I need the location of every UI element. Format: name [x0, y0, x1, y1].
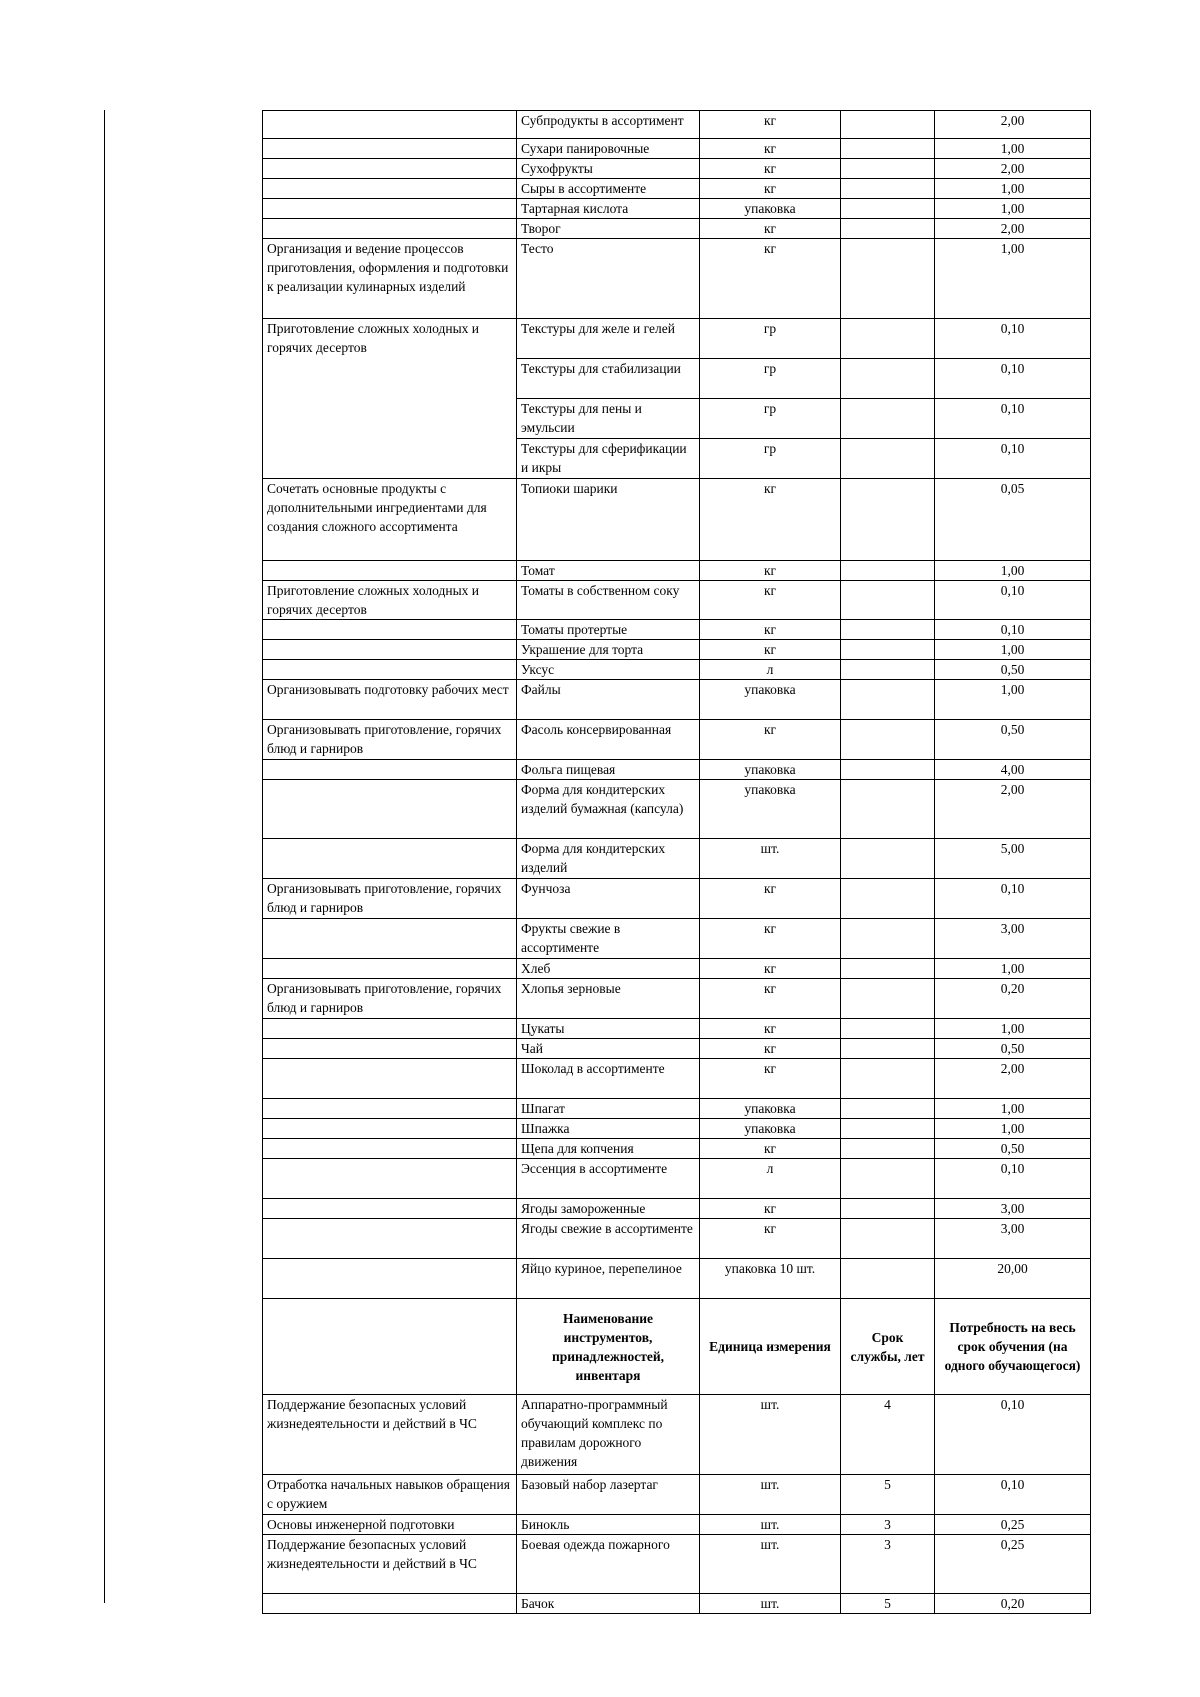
unit-cell: кг — [700, 139, 841, 159]
item-name-cell: Топиоки шарики — [517, 479, 700, 561]
unit-cell: кг — [700, 581, 841, 620]
activity-cell — [263, 760, 517, 780]
need-cell: 0,10 — [935, 439, 1091, 479]
table-row — [263, 1219, 1091, 1259]
service-life-cell — [841, 760, 935, 780]
table-row — [263, 199, 1091, 219]
service-life-cell — [841, 581, 935, 620]
need-cell: 3,00 — [935, 919, 1091, 959]
need-cell: 0,50 — [935, 660, 1091, 680]
activity-cell — [263, 1099, 517, 1119]
need-cell: 0,10 — [935, 319, 1091, 359]
service-life-cell — [841, 1139, 935, 1159]
need-cell: 2,00 — [935, 219, 1091, 239]
need-cell: 2,00 — [935, 1059, 1091, 1099]
table-row — [263, 959, 1091, 979]
unit-cell: кг — [700, 1199, 841, 1219]
service-life-cell: 3 — [841, 1535, 935, 1594]
table-row — [263, 159, 1091, 179]
unit-cell: кг — [700, 179, 841, 199]
service-life-cell — [841, 1259, 935, 1299]
item-name-cell: Бачок — [517, 1594, 700, 1614]
table-row — [263, 1099, 1091, 1119]
need-cell: 1,00 — [935, 1019, 1091, 1039]
service-life-cell — [841, 111, 935, 139]
table-row — [263, 1475, 1091, 1515]
table-row — [263, 1159, 1091, 1199]
item-name-cell: Ягоды замороженные — [517, 1199, 700, 1219]
need-cell: 0,50 — [935, 1139, 1091, 1159]
need-cell: 0,50 — [935, 720, 1091, 760]
service-life-cell — [841, 179, 935, 199]
activity-cell — [263, 1139, 517, 1159]
table-row — [263, 620, 1091, 640]
table-row — [263, 1019, 1091, 1039]
need-cell: 0,10 — [935, 359, 1091, 399]
activity-cell — [263, 1119, 517, 1139]
service-life-cell — [841, 1099, 935, 1119]
activity-cell: Организовывать приготовление, горячих блюд и гарниров — [263, 879, 517, 919]
activity-cell — [263, 1199, 517, 1219]
activity-cell: Приготовление сложных холодных и горячих десертов — [263, 319, 517, 479]
unit-cell: кг — [700, 919, 841, 959]
activity-cell: Организовывать приготовление, горячих блюд и гарниров — [263, 720, 517, 760]
table-row — [263, 1259, 1091, 1299]
activity-cell — [263, 561, 517, 581]
table-row — [263, 1119, 1091, 1139]
item-name-cell: Томаты в собственном соку — [517, 581, 700, 620]
service-life-cell — [841, 979, 935, 1019]
unit-cell: гр — [700, 319, 841, 359]
service-life-cell — [841, 219, 935, 239]
need-cell: 20,00 — [935, 1259, 1091, 1299]
service-life-cell — [841, 839, 935, 879]
header-need-cell: Потребность на весь срок обучения (на одного обучающегося) — [935, 1299, 1091, 1395]
item-name-cell: Субпродукты в ассортимент — [517, 111, 700, 139]
table-row — [263, 561, 1091, 581]
unit-cell: кг — [700, 979, 841, 1019]
activity-cell: Организовывать подготовку рабочих мест — [263, 680, 517, 720]
item-name-cell: Творог — [517, 219, 700, 239]
materials-table — [262, 110, 1091, 1614]
activity-cell — [263, 111, 517, 139]
table-row — [263, 1594, 1091, 1614]
unit-cell: упаковка — [700, 1119, 841, 1139]
table-row — [263, 780, 1091, 839]
item-name-cell: Фольга пищевая — [517, 760, 700, 780]
item-name-cell: Томат — [517, 561, 700, 581]
service-life-cell — [841, 479, 935, 561]
service-life-cell — [841, 620, 935, 640]
table-row — [263, 1199, 1091, 1219]
need-cell: 0,10 — [935, 399, 1091, 439]
service-life-cell — [841, 879, 935, 919]
table-row — [263, 839, 1091, 879]
item-name-cell: Шпагат — [517, 1099, 700, 1119]
need-cell: 3,00 — [935, 1219, 1091, 1259]
unit-cell: упаковка — [700, 680, 841, 720]
need-cell: 3,00 — [935, 1199, 1091, 1219]
activity-cell: Поддержание безопасных условий жизнедеятельности и действий в ЧС — [263, 1395, 517, 1475]
unit-cell: кг — [700, 1139, 841, 1159]
item-name-cell: Цукаты — [517, 1019, 700, 1039]
activity-cell — [263, 660, 517, 680]
unit-cell: гр — [700, 359, 841, 399]
item-name-cell: Эссенция в ассортименте — [517, 1159, 700, 1199]
service-life-cell — [841, 1119, 935, 1139]
unit-cell: шт. — [700, 1475, 841, 1515]
need-cell: 0,10 — [935, 620, 1091, 640]
unit-cell: кг — [700, 219, 841, 239]
need-cell: 2,00 — [935, 159, 1091, 179]
unit-cell: шт. — [700, 839, 841, 879]
service-life-cell — [841, 1039, 935, 1059]
activity-cell — [263, 620, 517, 640]
activity-cell: Приготовление сложных холодных и горячих десертов — [263, 581, 517, 620]
unit-cell: шт. — [700, 1395, 841, 1475]
service-life-cell — [841, 660, 935, 680]
table-row — [263, 581, 1091, 620]
activity-cell — [263, 1219, 517, 1259]
service-life-cell — [841, 780, 935, 839]
item-name-cell: Шпажка — [517, 1119, 700, 1139]
table-row — [263, 1139, 1091, 1159]
item-name-cell: Тесто — [517, 239, 700, 319]
activity-cell — [263, 1019, 517, 1039]
item-name-cell: Базовый набор лазертаг — [517, 1475, 700, 1515]
item-name-cell: Томаты протертые — [517, 620, 700, 640]
need-cell: 0,10 — [935, 581, 1091, 620]
need-cell: 1,00 — [935, 1119, 1091, 1139]
table-row — [263, 660, 1091, 680]
service-life-cell — [841, 1219, 935, 1259]
table-row — [263, 319, 1091, 359]
service-life-cell — [841, 1159, 935, 1199]
activity-cell: Поддержание безопасных условий жизнедеятельности и действий в ЧС — [263, 1535, 517, 1594]
unit-cell: кг — [700, 239, 841, 319]
header-activity-cell — [263, 1299, 517, 1395]
unit-cell: гр — [700, 399, 841, 439]
unit-cell: кг — [700, 159, 841, 179]
need-cell: 1,00 — [935, 680, 1091, 720]
service-life-cell — [841, 919, 935, 959]
service-life-cell — [841, 720, 935, 760]
unit-cell: шт. — [700, 1515, 841, 1535]
service-life-cell — [841, 159, 935, 179]
unit-cell: кг — [700, 720, 841, 760]
item-name-cell: Чай — [517, 1039, 700, 1059]
service-life-cell — [841, 239, 935, 319]
item-name-cell: Форма для кондитерских изделий бумажная (капсула) — [517, 780, 700, 839]
service-life-cell — [841, 359, 935, 399]
table-row — [263, 111, 1091, 139]
item-name-cell: Форма для кондитерских изделий — [517, 839, 700, 879]
unit-cell: кг — [700, 1039, 841, 1059]
need-cell: 1,00 — [935, 239, 1091, 319]
need-cell: 1,00 — [935, 139, 1091, 159]
unit-cell: упаковка 10 шт. — [700, 1259, 841, 1299]
item-name-cell: Ягоды свежие в ассортименте — [517, 1219, 700, 1259]
service-life-cell: 4 — [841, 1395, 935, 1475]
need-cell: 1,00 — [935, 199, 1091, 219]
table-row — [263, 139, 1091, 159]
unit-cell: кг — [700, 479, 841, 561]
need-cell: 0,50 — [935, 1039, 1091, 1059]
header-service-life-cell: Срок службы, лет — [841, 1299, 935, 1395]
unit-cell: упаковка — [700, 780, 841, 839]
activity-cell — [263, 219, 517, 239]
item-name-cell: Тартарная кислота — [517, 199, 700, 219]
need-cell: 1,00 — [935, 959, 1091, 979]
table-row — [263, 879, 1091, 919]
table-row — [263, 1535, 1091, 1594]
item-name-cell: Уксус — [517, 660, 700, 680]
table-row — [263, 1515, 1091, 1535]
unit-cell: кг — [700, 561, 841, 581]
unit-cell: кг — [700, 111, 841, 139]
item-name-cell: Бинокль — [517, 1515, 700, 1535]
unit-cell: кг — [700, 1019, 841, 1039]
tools-header-row — [263, 1299, 1091, 1395]
activity-cell: Отработка начальных навыков обращения с оружием — [263, 1475, 517, 1515]
table-row — [263, 479, 1091, 561]
unit-cell: кг — [700, 1219, 841, 1259]
activity-cell — [263, 640, 517, 660]
item-name-cell: Хлопья зерновые — [517, 979, 700, 1019]
item-name-cell: Аппаратно-программный обучающий комплекс по правилам дорожного движения — [517, 1395, 700, 1475]
item-name-cell: Украшение для торта — [517, 640, 700, 660]
table-row — [263, 1395, 1091, 1475]
service-life-cell: 3 — [841, 1515, 935, 1535]
service-life-cell — [841, 1059, 935, 1099]
service-life-cell — [841, 439, 935, 479]
activity-cell — [263, 1059, 517, 1099]
activity-cell — [263, 179, 517, 199]
activity-cell: Организация и ведение процессов приготовления, оформления и подготовки к реализации кулинарных изделий — [263, 239, 517, 319]
unit-cell: гр — [700, 439, 841, 479]
item-name-cell: Хлеб — [517, 959, 700, 979]
need-cell: 0,10 — [935, 1395, 1091, 1475]
table-row — [263, 720, 1091, 760]
need-cell: 0,25 — [935, 1515, 1091, 1535]
table-row — [263, 979, 1091, 1019]
item-name-cell: Сухофрукты — [517, 159, 700, 179]
activity-cell — [263, 1259, 517, 1299]
unit-cell: упаковка — [700, 199, 841, 219]
need-cell: 1,00 — [935, 640, 1091, 660]
header-name-cell: Наименование инструментов, принадлежностей, инвентаря — [517, 1299, 700, 1395]
need-cell: 0,05 — [935, 479, 1091, 561]
need-cell: 0,20 — [935, 979, 1091, 1019]
need-cell: 1,00 — [935, 1099, 1091, 1119]
page-margin-line — [104, 110, 105, 1603]
table-row — [263, 680, 1091, 720]
need-cell: 0,20 — [935, 1594, 1091, 1614]
item-name-cell: Щепа для копчения — [517, 1139, 700, 1159]
unit-cell: л — [700, 660, 841, 680]
item-name-cell: Текстуры для пены и эмульсии — [517, 399, 700, 439]
unit-cell: кг — [700, 640, 841, 660]
item-name-cell: Текстуры для стабилизации — [517, 359, 700, 399]
item-name-cell: Текстуры для желе и гелей — [517, 319, 700, 359]
table-row — [263, 760, 1091, 780]
item-name-cell: Боевая одежда пожарного — [517, 1535, 700, 1594]
table-row — [263, 239, 1091, 319]
activity-cell — [263, 1594, 517, 1614]
unit-cell: кг — [700, 1059, 841, 1099]
service-life-cell — [841, 640, 935, 660]
activity-cell — [263, 959, 517, 979]
need-cell: 1,00 — [935, 179, 1091, 199]
need-cell: 5,00 — [935, 839, 1091, 879]
unit-cell: кг — [700, 959, 841, 979]
unit-cell: кг — [700, 879, 841, 919]
activity-cell — [263, 139, 517, 159]
need-cell: 2,00 — [935, 780, 1091, 839]
need-cell: 4,00 — [935, 760, 1091, 780]
activity-cell — [263, 159, 517, 179]
unit-cell: упаковка — [700, 760, 841, 780]
unit-cell: шт. — [700, 1594, 841, 1614]
service-life-cell: 5 — [841, 1475, 935, 1515]
activity-cell — [263, 780, 517, 839]
service-life-cell: 5 — [841, 1594, 935, 1614]
table-row — [263, 1039, 1091, 1059]
activity-cell — [263, 1159, 517, 1199]
table-row — [263, 919, 1091, 959]
item-name-cell: Фунчоза — [517, 879, 700, 919]
table-row — [263, 1059, 1091, 1099]
unit-cell: л — [700, 1159, 841, 1199]
header-unit-cell: Единица измерения — [700, 1299, 841, 1395]
service-life-cell — [841, 561, 935, 581]
item-name-cell: Шоколад в ассортименте — [517, 1059, 700, 1099]
table-row — [263, 219, 1091, 239]
activity-cell: Организовывать приготовление, горячих блюд и гарниров — [263, 979, 517, 1019]
activity-cell: Основы инженерной подготовки — [263, 1515, 517, 1535]
need-cell: 1,00 — [935, 561, 1091, 581]
need-cell: 0,25 — [935, 1535, 1091, 1594]
service-life-cell — [841, 680, 935, 720]
unit-cell: кг — [700, 620, 841, 640]
activity-cell — [263, 919, 517, 959]
item-name-cell: Сыры в ассортименте — [517, 179, 700, 199]
need-cell: 2,00 — [935, 111, 1091, 139]
item-name-cell: Файлы — [517, 680, 700, 720]
item-name-cell: Сухари панировочные — [517, 139, 700, 159]
unit-cell: упаковка — [700, 1099, 841, 1119]
service-life-cell — [841, 139, 935, 159]
service-life-cell — [841, 199, 935, 219]
service-life-cell — [841, 959, 935, 979]
service-life-cell — [841, 1019, 935, 1039]
item-name-cell: Текстуры для сферификации и икры — [517, 439, 700, 479]
item-name-cell: Яйцо куриное, перепелиное — [517, 1259, 700, 1299]
activity-cell — [263, 1039, 517, 1059]
need-cell: 0,10 — [935, 879, 1091, 919]
table-row — [263, 640, 1091, 660]
service-life-cell — [841, 399, 935, 439]
service-life-cell — [841, 1199, 935, 1219]
item-name-cell: Фрукты свежие в ассортименте — [517, 919, 700, 959]
activity-cell — [263, 839, 517, 879]
table-row — [263, 179, 1091, 199]
activity-cell: Сочетать основные продукты с дополнительными ингредиентами для создания сложного ассортимента — [263, 479, 517, 561]
service-life-cell — [841, 319, 935, 359]
unit-cell: шт. — [700, 1535, 841, 1594]
activity-cell — [263, 199, 517, 219]
item-name-cell: Фасоль консервированная — [517, 720, 700, 760]
need-cell: 0,10 — [935, 1475, 1091, 1515]
need-cell: 0,10 — [935, 1159, 1091, 1199]
